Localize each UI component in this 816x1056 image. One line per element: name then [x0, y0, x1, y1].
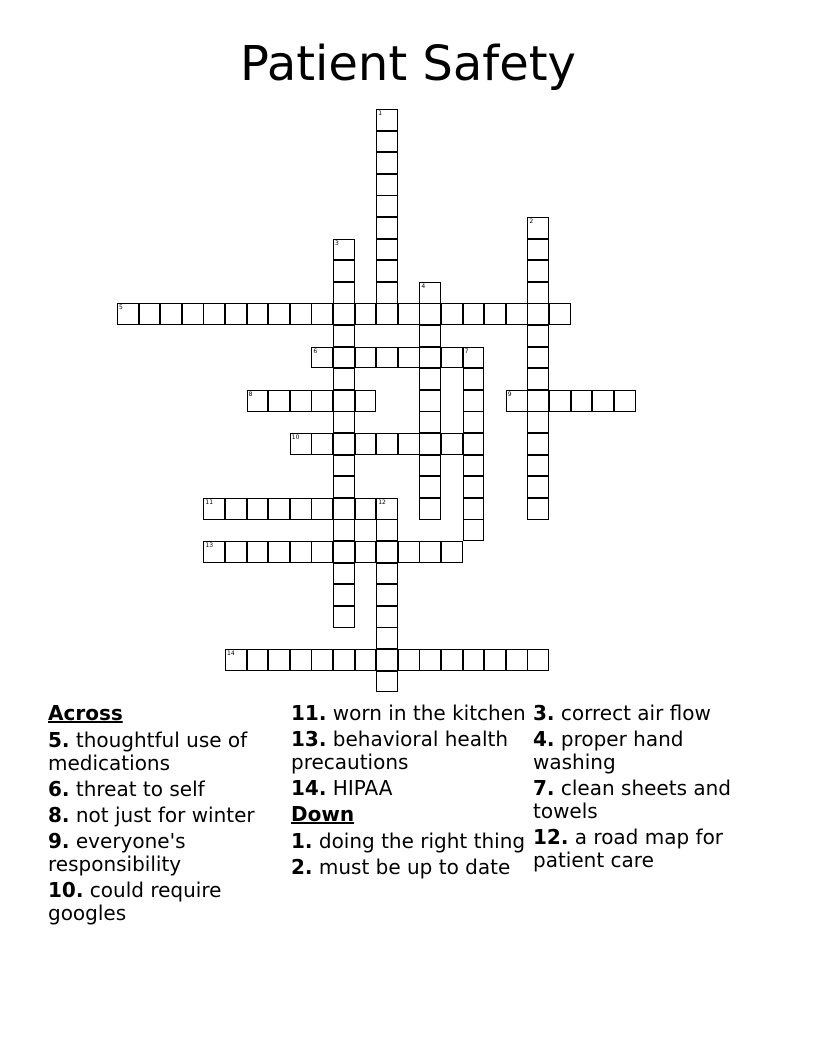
grid-cell[interactable]	[376, 152, 398, 174]
grid-cell[interactable]	[268, 541, 290, 563]
grid-cell[interactable]	[225, 498, 247, 520]
grid-cell[interactable]	[463, 347, 485, 369]
grid-cell[interactable]	[247, 498, 269, 520]
grid-cell[interactable]	[355, 390, 377, 412]
clue-number: 13	[205, 542, 214, 549]
grid-cell[interactable]	[419, 498, 441, 520]
grid-cell[interactable]	[225, 649, 247, 671]
grid-cell[interactable]	[419, 390, 441, 412]
grid-cell[interactable]	[527, 433, 549, 455]
grid-cell[interactable]	[527, 476, 549, 498]
clue-number: 5	[119, 304, 123, 312]
grid-cell[interactable]	[203, 541, 225, 563]
grid-cell[interactable]	[333, 303, 355, 325]
grid-cell[interactable]	[290, 541, 312, 563]
clue-down-1: 1. doing the right thing	[291, 829, 526, 853]
grid-cell[interactable]	[376, 239, 398, 261]
grid-cell[interactable]	[419, 325, 441, 347]
grid-cell[interactable]	[290, 390, 312, 412]
grid-cell[interactable]	[311, 347, 333, 369]
clue-down-4: 4. proper hand washing	[533, 727, 684, 774]
grid-cell[interactable]	[311, 498, 333, 520]
grid-cell[interactable]	[355, 433, 377, 455]
grid-cell[interactable]	[463, 649, 485, 671]
clue-number: 2	[529, 218, 534, 225]
grid-cell[interactable]	[268, 303, 290, 325]
grid-cell[interactable]	[333, 455, 355, 477]
grid-cell[interactable]	[484, 303, 506, 325]
grid-cell[interactable]	[463, 303, 485, 325]
grid-cell[interactable]	[463, 411, 485, 433]
clue-number: 10	[291, 434, 300, 441]
grid-cell[interactable]	[333, 368, 355, 390]
grid-cell[interactable]	[419, 649, 441, 671]
grid-cell[interactable]	[225, 303, 247, 325]
grid-cell[interactable]	[506, 390, 528, 412]
grid-cell[interactable]	[506, 303, 528, 325]
clue-number: 7	[464, 347, 469, 355]
grid-cell[interactable]	[268, 649, 290, 671]
grid-cell[interactable]	[527, 368, 549, 390]
grid-cell[interactable]	[247, 649, 269, 671]
down-heading: Down	[291, 802, 355, 826]
grid-cell[interactable]	[463, 433, 485, 455]
grid-cell[interactable]	[376, 584, 398, 606]
grid-cell[interactable]	[549, 303, 571, 325]
grid-cell[interactable]	[441, 649, 463, 671]
grid-cell[interactable]	[419, 476, 441, 498]
clue-down-2: 2. must be up to date	[291, 855, 511, 879]
grid-cell[interactable]	[527, 325, 549, 347]
grid-cell[interactable]	[376, 303, 398, 325]
grid-cell[interactable]	[311, 390, 333, 412]
grid-cell[interactable]	[441, 347, 463, 369]
grid-cell[interactable]	[376, 498, 398, 520]
grid-cell[interactable]	[333, 476, 355, 498]
grid-cell[interactable]	[268, 390, 290, 412]
clue-number: 14	[227, 650, 235, 657]
grid-cell[interactable]	[311, 433, 333, 455]
grid-cell[interactable]	[160, 303, 182, 325]
grid-cell[interactable]	[463, 390, 485, 412]
grid-cell[interactable]	[333, 411, 355, 433]
grid-cell[interactable]	[355, 541, 377, 563]
grid-cell[interactable]	[333, 347, 355, 369]
grid-cell[interactable]	[225, 541, 247, 563]
grid-cell[interactable]	[333, 239, 355, 261]
grid-cell[interactable]	[376, 217, 398, 239]
grid-cell[interactable]	[571, 390, 593, 412]
grid-cell[interactable]	[333, 260, 355, 282]
grid-cell[interactable]	[333, 282, 355, 304]
clue-across-9: 9. everyone's responsibility	[48, 829, 186, 876]
grid-cell[interactable]	[203, 498, 225, 520]
clue-number: 12	[378, 498, 386, 506]
grid-cell[interactable]	[376, 174, 398, 196]
grid-cell[interactable]	[419, 303, 441, 325]
grid-cell[interactable]	[333, 584, 355, 606]
grid-cell[interactable]	[376, 671, 398, 693]
grid-cell[interactable]	[376, 563, 398, 585]
clue-across-13: 13. behavioral health precautions	[291, 727, 509, 774]
grid-cell[interactable]	[398, 347, 420, 369]
grid-cell[interactable]	[268, 498, 290, 520]
grid-cell[interactable]	[333, 563, 355, 585]
grid-cell[interactable]	[527, 260, 549, 282]
grid-cell[interactable]	[290, 498, 312, 520]
grid-cell[interactable]	[376, 260, 398, 282]
grid-cell[interactable]	[419, 282, 441, 304]
grid-cell[interactable]	[527, 347, 549, 369]
grid-cell[interactable]	[376, 433, 398, 455]
grid-cell[interactable]	[333, 649, 355, 671]
grid-cell[interactable]	[333, 433, 355, 455]
clue-number: 1	[378, 110, 383, 117]
grid-cell[interactable]	[376, 347, 398, 369]
grid-cell[interactable]	[398, 541, 420, 563]
grid-cell[interactable]	[376, 606, 398, 628]
grid-cell[interactable]	[419, 411, 441, 433]
clue-across-10: 10. could require googles	[48, 878, 222, 925]
grid-cell[interactable]	[398, 433, 420, 455]
grid-cell[interactable]	[355, 303, 377, 325]
clue-across-6: 6. threat to self	[48, 777, 205, 801]
grid-cell[interactable]	[527, 303, 549, 325]
grid-cell[interactable]	[527, 390, 549, 412]
grid-cell[interactable]	[376, 541, 398, 563]
clue-across-14: 14. HIPAA	[291, 776, 393, 800]
clue-across-5: 5. thoughtful use of medications	[48, 728, 248, 775]
grid-cell[interactable]	[117, 303, 139, 325]
grid-cell[interactable]	[333, 541, 355, 563]
grid-cell[interactable]	[463, 519, 485, 541]
clue-number: 9	[507, 390, 512, 398]
grid-cell[interactable]	[419, 347, 441, 369]
grid-cell[interactable]	[527, 239, 549, 261]
grid-cell[interactable]	[376, 131, 398, 153]
grid-cell[interactable]	[333, 606, 355, 628]
grid-cell[interactable]	[463, 498, 485, 520]
grid-cell[interactable]	[398, 649, 420, 671]
grid-cell[interactable]	[527, 217, 549, 239]
grid-cell[interactable]	[441, 541, 463, 563]
grid-cell[interactable]	[290, 649, 312, 671]
grid-cell[interactable]	[527, 411, 549, 433]
grid-cell[interactable]	[333, 498, 355, 520]
grid-cell[interactable]	[311, 303, 333, 325]
grid-cell[interactable]	[333, 390, 355, 412]
grid-cell[interactable]	[419, 433, 441, 455]
grid-cell[interactable]	[527, 498, 549, 520]
grid-cell[interactable]	[355, 347, 377, 369]
clue-across-11: 11. worn in the kitchen	[291, 701, 526, 725]
grid-cell[interactable]	[506, 649, 528, 671]
grid-cell[interactable]	[376, 627, 398, 649]
grid-cell[interactable]	[355, 498, 377, 520]
clue-number: 8	[248, 390, 253, 398]
down-clues-column-3	[533, 702, 768, 875]
grid-cell[interactable]	[398, 303, 420, 325]
grid-cell[interactable]	[311, 649, 333, 671]
page-title: Patient Safety	[240, 36, 576, 92]
grid-cell[interactable]	[376, 649, 398, 671]
grid-cell[interactable]	[247, 303, 269, 325]
grid-cell[interactable]	[419, 368, 441, 390]
clue-number: 6	[313, 347, 318, 355]
grid-cell[interactable]	[463, 368, 485, 390]
grid-cell[interactable]	[247, 390, 269, 412]
grid-cell[interactable]	[290, 303, 312, 325]
grid-cell[interactable]	[484, 649, 506, 671]
clue-down-7: 7. clean sheets and towels	[533, 776, 731, 823]
grid-cell[interactable]	[592, 390, 614, 412]
clue-number: 11	[205, 498, 214, 506]
grid-cell[interactable]	[290, 433, 312, 455]
grid-cell[interactable]	[247, 541, 269, 563]
grid-cell[interactable]	[419, 455, 441, 477]
across-clues-column-1	[48, 702, 283, 928]
grid-cell[interactable]	[463, 455, 485, 477]
grid-cell[interactable]	[376, 519, 398, 541]
grid-cell[interactable]	[376, 282, 398, 304]
grid-cell[interactable]	[614, 390, 636, 412]
clue-down-3: 3. correct air flow	[533, 701, 711, 725]
clue-down-12: 12. a road map for patient care	[533, 825, 724, 872]
clue-across-8: 8. not just for winter	[48, 803, 255, 827]
grid-cell[interactable]	[203, 303, 225, 325]
grid-cell[interactable]	[139, 303, 161, 325]
across-heading: Across	[48, 701, 123, 725]
grid-cell[interactable]	[311, 541, 333, 563]
grid-cell[interactable]	[527, 455, 549, 477]
grid-cell[interactable]	[333, 325, 355, 347]
grid-cell[interactable]	[376, 195, 398, 217]
grid-cell[interactable]	[441, 433, 463, 455]
grid-cell[interactable]	[355, 649, 377, 671]
grid-cell[interactable]	[463, 476, 485, 498]
grid-cell[interactable]	[419, 541, 441, 563]
clues-column-2	[291, 702, 526, 882]
grid-cell[interactable]	[333, 519, 355, 541]
grid-cell[interactable]	[527, 282, 549, 304]
grid-cell[interactable]	[376, 109, 398, 131]
clue-number: 4	[421, 282, 426, 290]
grid-cell[interactable]	[549, 390, 571, 412]
grid-cell[interactable]	[441, 303, 463, 325]
grid-cell[interactable]	[527, 649, 549, 671]
clue-number: 3	[335, 239, 339, 247]
grid-cell[interactable]	[182, 303, 204, 325]
